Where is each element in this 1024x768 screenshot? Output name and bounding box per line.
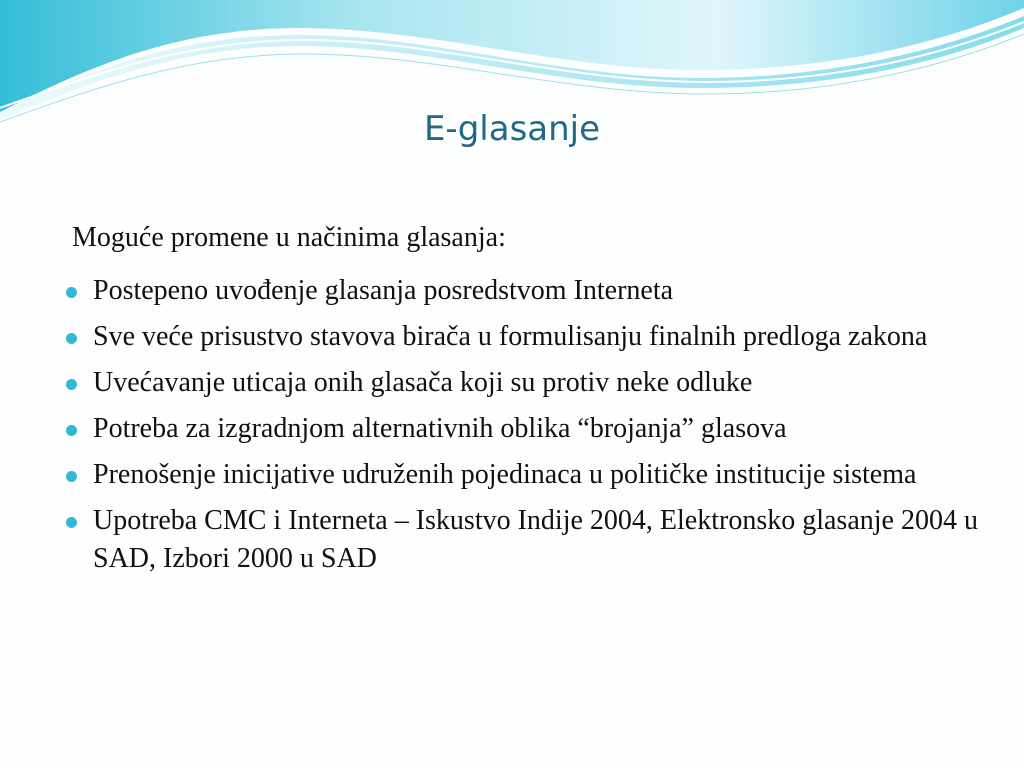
- bullet-icon: [66, 287, 77, 298]
- list-item-text: Potreba za izgradnjom alternativnih oblika “brojanja” glasova: [93, 413, 787, 444]
- list-item: [66, 272, 996, 310]
- bullet-icon: [66, 471, 77, 482]
- list-item: [66, 502, 996, 578]
- bullet-icon: [66, 425, 77, 436]
- list-item: [66, 364, 996, 402]
- slide-title: E-glasanje: [423, 109, 601, 149]
- list-item-text: Sve veće prisustvo stavova birača u formulisanju finalnih predloga zakona: [93, 321, 928, 352]
- list-item: [66, 318, 996, 356]
- bullet-icon: [66, 333, 77, 344]
- bullet-list: [66, 272, 996, 586]
- list-item: [66, 410, 996, 448]
- list-item-text: Postepeno uvođenje glasanja posredstvom Interneta: [93, 275, 674, 306]
- list-item-text: Prenošenje inicijative udruženih pojedinaca u političke institucije sistema: [93, 459, 917, 490]
- list-item-text: Uvećavanje uticaja onih glasača koji su protiv neke odluke: [93, 367, 753, 398]
- intro-text: Moguće promene u načinima glasanja:: [72, 222, 506, 253]
- bullet-icon: [66, 379, 77, 390]
- bullet-icon: [66, 517, 77, 528]
- list-item-text: Upotreba CMC i Interneta – Iskustvo Indije 2004, Elektronsko glasanje 2004 u SAD, Izbori 2000 u SAD: [93, 505, 978, 574]
- list-item: [66, 456, 996, 494]
